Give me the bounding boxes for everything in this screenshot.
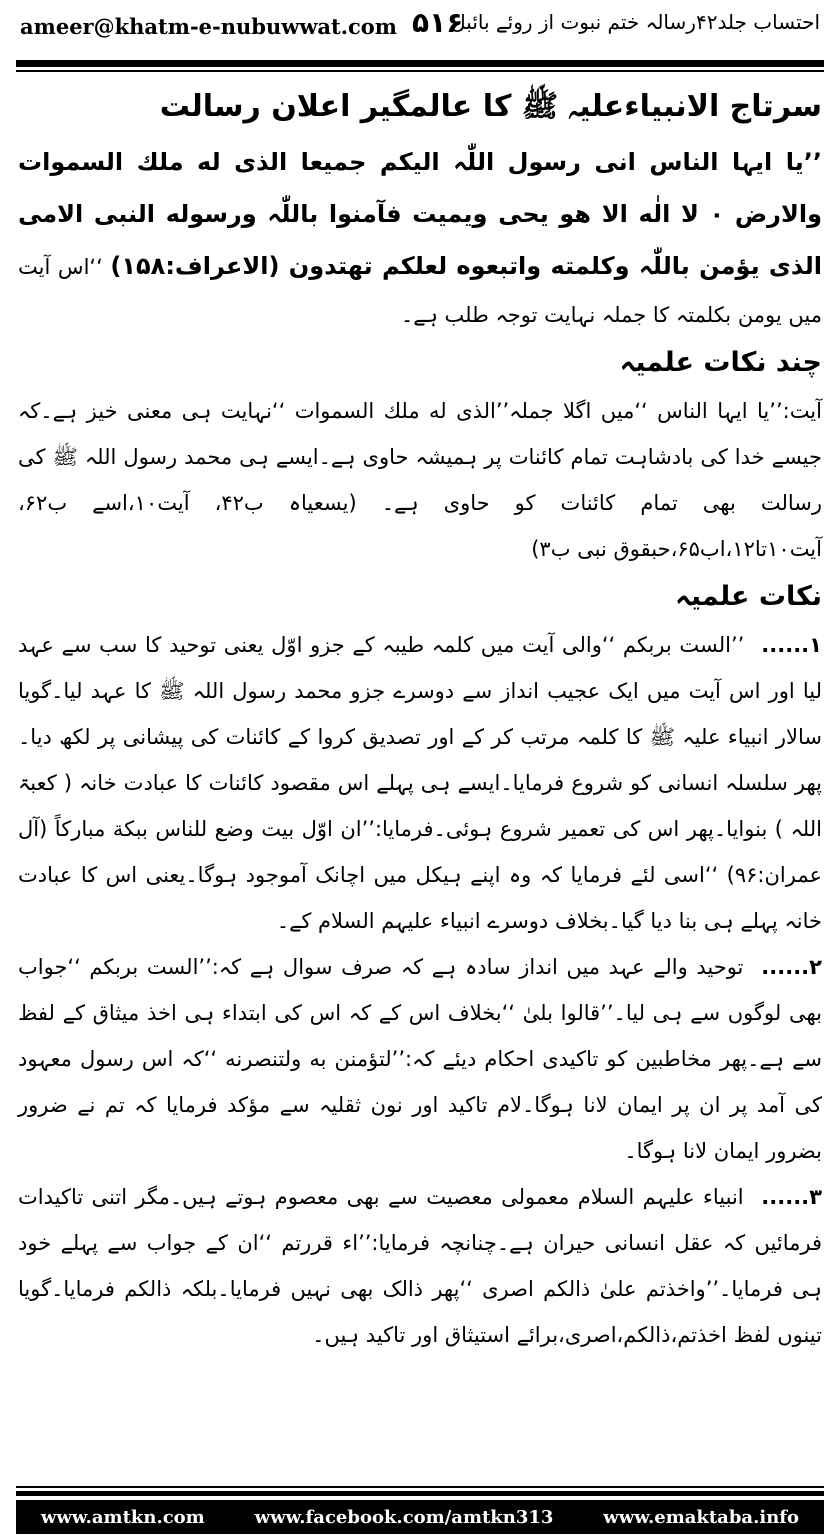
section-heading-1: چند نکات علمیہ: [619, 347, 822, 378]
footer-link-amtkn[interactable]: www.amtkn.com: [40, 1506, 205, 1528]
intro-urdu-note: ‘‘اس آیت میں یومن بکلمتہ کا جملہ نہایت توجہ طلب ہے۔: [18, 255, 822, 327]
page-content: [18, 78, 822, 1358]
point-3: [18, 1174, 822, 1358]
point-1: [18, 622, 822, 944]
header-email: ameer@khatm-e-nubuwwat.com: [20, 14, 398, 39]
page-header: [16, 0, 824, 58]
point-3-text: انبیاء علیہم السلام معمولی معصیت سے بھی معصوم ہوتے ہیں۔مگر اتنی تاکیدات فرمائیں کہ عقل انسانی حیران ہے۔چنانچہ فرمایا:’’اء قررتم ‘‘ان کے جواب سے پہلے خود ہی فرمایا۔’’واخذتم علیٰ ذالکم اصری ‘‘پھر ذالک بھی نہیں فرمایا۔بلکہ ذالکم فرمایا۔گویا تینوں لفظ اخذتم،ذالکم،اصری،برائے استیثاق اور تاکید ہیں۔: [18, 1185, 822, 1347]
intro-arabic-verse: ’’یا ایہا الناس انی رسول اللّٰہ الیکم جمیعا الذی له ملك السموات والارض ۰ لا الٰه الا ھو یحی ویمیت فآمنوا باللّٰہ ورسوله النبی الامی الذی یؤمن باللّٰہ وکلمته واتبعوه لعلکم تهتدون (الاعراف:۱۵۸): [18, 148, 823, 280]
point-1-number: ۱......: [761, 633, 822, 657]
footer-link-emaktaba[interactable]: www.emaktaba.info: [603, 1506, 800, 1528]
footer-link-facebook[interactable]: www.facebook.com/amtkn313: [254, 1506, 554, 1528]
footer-rule-thin: [16, 1486, 824, 1488]
header-title: احتساب جلد۴۲رسالہ ختم نبوت از روئے بائبل: [451, 10, 820, 34]
paragraph-1: آیت:’’یا ایہا الناس ‘‘میں اگلا جملہ’’الذی له ملك السموات ‘‘نہایت ہی معنی خیز ہے۔کہ جیسے خدا کی بادشاہت تمام کائنات پر ہمیشہ حاوی ہے۔ایسے ہی محمد رسول اللہ ﷺ کی رسالت بھی تمام کائنات کو حاوی ہے۔ (یسعیاہ ب۴۲، آیت۱۰،اسے ب۶۲، آیت۱۰تا۱۲،اب۶۵،حبقوق نبی ب۳): [18, 399, 822, 561]
footer-rule-thick: [16, 1491, 824, 1496]
point-2-text: توحید والے عہد میں انداز سادہ ہے کہ صرف سوال ہے کہ:’’الست بربکم ‘‘جواب بھی لوگوں سے ہی لیا۔’’قالوا بلیٰ ‘‘بخلاف اس کے کہ اس کی ابتداء ہی اخذ میثاق کے لفظ سے ہے۔پھر مخاطبین کو تاکیدی احکام دیئے کہ:’’لتؤمنن به ولتنصرنه ‘‘کہ اس رسول معہود کی آمد پر ان پر ایمان لانا ہوگا۔لام تاکید اور نون ثقلیہ سے مؤکد فرمایا کہ تم نے ضرور بضرور ایمان لانا ہوگا۔: [18, 955, 822, 1163]
intro-paragraph: [18, 136, 822, 338]
point-3-number: ۳......: [761, 1185, 822, 1209]
point-2-number: ۲......: [761, 955, 822, 979]
header-rule-thick: [16, 60, 824, 67]
page-footer: [16, 1500, 824, 1534]
point-1-text: ’’الست بربکم ‘‘والی آیت میں کلمہ طیبہ کے جزو اوّل یعنی توحید کا سب سے عہد لیا اور اس آیت میں ایک عجیب انداز سے دوسرے جزو محمد رسول اللہ ﷺ کا عہد لیا۔گویا سالار انبیاء علیہ ﷺ کا کلمہ مرتب کر کے اور تصدیق کروا کے کائنات کی پیشانی پر لکھ دیا۔پھر سلسلہ انسانی کو شروع فرمایا۔ایسے ہی پہلے اس مقصود کائنات کا عبادت خانہ ( کعبۃ اللہ ) بنوایا۔پھر اس کی تعمیر شروع ہوئی۔فرمایا:’’ان اوّل بیت وضع للناس ببکة مبارکاً (آل عمران:۹۶) ‘‘اسی لئے فرمایا کہ وہ اپنے ہیکل میں اچانک آموجود ہوگا۔یعنی اس کا عبادت خانہ پہلے ہی بنا دیا گیا۔بخلاف دوسرے انبیاء علیہم السلام کے۔: [18, 633, 822, 933]
page-number: ۵۱۶: [412, 6, 464, 39]
section-heading-2: نکات علمیہ: [675, 581, 822, 612]
main-heading: سرتاج الانبیاءعلیہ ﷺ کا عالمگیر اعلان رسالت: [159, 89, 822, 124]
point-2: [18, 944, 822, 1174]
header-rule-thin: [16, 70, 824, 72]
